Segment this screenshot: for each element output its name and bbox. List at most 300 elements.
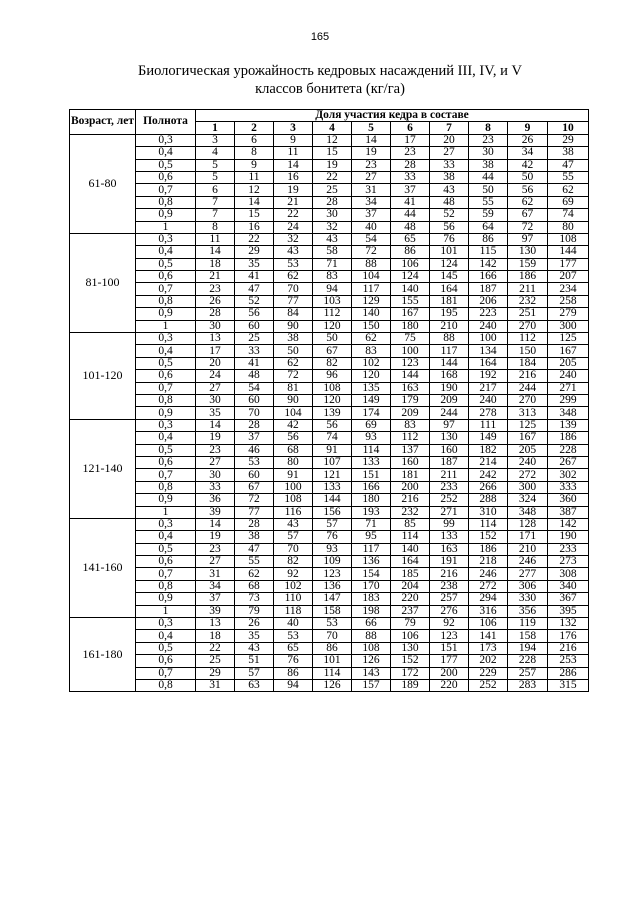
yield-value-cell: 26 <box>235 618 274 630</box>
yield-value-cell: 11 <box>196 233 235 245</box>
yield-value-cell: 240 <box>469 394 508 406</box>
yield-value-cell: 171 <box>508 531 548 543</box>
yield-value-cell: 139 <box>548 419 589 431</box>
yield-value-cell: 72 <box>508 221 548 233</box>
yield-value-cell: 272 <box>469 580 508 592</box>
yield-value-cell: 37 <box>391 184 430 196</box>
yield-value-cell: 108 <box>313 382 352 394</box>
yield-value-cell: 288 <box>469 494 508 506</box>
yield-value-cell: 114 <box>313 667 352 679</box>
yield-value-cell: 56 <box>430 221 469 233</box>
density-cell: 0,7 <box>136 469 196 481</box>
title-line-2: классов бонитета (кг/га) <box>255 81 405 97</box>
yield-value-cell: 240 <box>469 320 508 332</box>
yield-value-cell: 112 <box>313 308 352 320</box>
yield-value-cell: 223 <box>469 308 508 320</box>
density-cell: 0,4 <box>136 630 196 642</box>
yield-value-cell: 121 <box>313 469 352 481</box>
yield-value-cell: 83 <box>313 271 352 283</box>
column-number-header: 3 <box>274 122 313 134</box>
yield-value-cell: 35 <box>235 258 274 270</box>
yield-value-cell: 22 <box>313 171 352 183</box>
column-number-header: 9 <box>508 122 548 134</box>
yield-value-cell: 167 <box>548 345 589 357</box>
yield-value-cell: 136 <box>313 580 352 592</box>
yield-value-cell: 168 <box>430 370 469 382</box>
yield-value-cell: 217 <box>469 382 508 394</box>
column-number-header: 7 <box>430 122 469 134</box>
table-row <box>70 271 589 283</box>
table-row <box>70 407 589 419</box>
table-row <box>70 171 589 183</box>
table-row <box>70 357 589 369</box>
yield-value-cell: 194 <box>508 642 548 654</box>
yield-value-cell: 28 <box>391 159 430 171</box>
yield-value-cell: 103 <box>313 295 352 307</box>
yield-value-cell: 205 <box>508 444 548 456</box>
density-cell: 0,5 <box>136 543 196 555</box>
density-cell: 0,4 <box>136 345 196 357</box>
yield-value-cell: 200 <box>391 481 430 493</box>
yield-value-cell: 257 <box>430 593 469 605</box>
table-row <box>70 580 589 592</box>
density-cell: 0,9 <box>136 407 196 419</box>
yield-value-cell: 395 <box>548 605 589 617</box>
yield-value-cell: 62 <box>352 333 391 345</box>
table-row <box>70 283 589 295</box>
yield-value-cell: 53 <box>274 630 313 642</box>
yield-value-cell: 3 <box>196 134 235 146</box>
yield-value-cell: 170 <box>352 580 391 592</box>
yield-value-cell: 27 <box>352 171 391 183</box>
yield-value-cell: 17 <box>196 345 235 357</box>
yield-value-cell: 8 <box>196 221 235 233</box>
yield-value-cell: 209 <box>430 394 469 406</box>
yield-value-cell: 92 <box>274 568 313 580</box>
yield-value-cell: 97 <box>508 233 548 245</box>
yield-value-cell: 93 <box>352 432 391 444</box>
yield-value-cell: 306 <box>508 580 548 592</box>
age-group-cell: 141-160 <box>70 518 136 617</box>
column-number-header: 6 <box>391 122 430 134</box>
yield-value-cell: 135 <box>352 382 391 394</box>
yield-value-cell: 246 <box>508 556 548 568</box>
yield-value-cell: 191 <box>430 556 469 568</box>
yield-value-cell: 50 <box>313 333 352 345</box>
yield-value-cell: 33 <box>196 481 235 493</box>
yield-value-cell: 72 <box>235 494 274 506</box>
yield-value-cell: 32 <box>313 221 352 233</box>
yield-value-cell: 62 <box>274 271 313 283</box>
yield-value-cell: 28 <box>235 518 274 530</box>
yield-value-cell: 27 <box>196 382 235 394</box>
yield-value-cell: 116 <box>274 506 313 518</box>
yield-value-cell: 132 <box>548 618 589 630</box>
yield-value-cell: 185 <box>391 568 430 580</box>
yield-value-cell: 18 <box>196 630 235 642</box>
yield-value-cell: 108 <box>274 494 313 506</box>
yield-value-cell: 232 <box>508 295 548 307</box>
yield-value-cell: 69 <box>548 196 589 208</box>
yield-value-cell: 120 <box>352 370 391 382</box>
yield-value-cell: 228 <box>508 655 548 667</box>
yield-value-cell: 16 <box>235 221 274 233</box>
yield-value-cell: 155 <box>391 295 430 307</box>
yield-value-cell: 41 <box>391 196 430 208</box>
yield-value-cell: 164 <box>469 357 508 369</box>
yield-value-cell: 117 <box>352 543 391 555</box>
yield-value-cell: 57 <box>274 531 313 543</box>
column-number-header: 5 <box>352 122 391 134</box>
yield-value-cell: 152 <box>469 531 508 543</box>
yield-value-cell: 28 <box>235 419 274 431</box>
yield-value-cell: 14 <box>196 518 235 530</box>
yield-value-cell: 71 <box>313 258 352 270</box>
yield-value-cell: 99 <box>430 518 469 530</box>
yield-value-cell: 101 <box>430 246 469 258</box>
yield-value-cell: 220 <box>430 679 469 691</box>
table-row <box>70 345 589 357</box>
yield-value-cell: 67 <box>235 481 274 493</box>
table-row <box>70 134 589 146</box>
yield-value-cell: 152 <box>391 655 430 667</box>
yield-value-cell: 233 <box>548 543 589 555</box>
yield-value-cell: 57 <box>235 667 274 679</box>
yield-value-cell: 38 <box>548 147 589 159</box>
yield-value-cell: 80 <box>548 221 589 233</box>
yield-value-cell: 5 <box>196 171 235 183</box>
density-cell: 0,4 <box>136 531 196 543</box>
yield-value-cell: 207 <box>548 271 589 283</box>
yield-table <box>69 109 589 692</box>
yield-value-cell: 198 <box>352 605 391 617</box>
yield-value-cell: 37 <box>235 432 274 444</box>
yield-value-cell: 20 <box>196 357 235 369</box>
yield-value-cell: 150 <box>508 345 548 357</box>
yield-value-cell: 137 <box>391 444 430 456</box>
yield-value-cell: 25 <box>235 333 274 345</box>
yield-value-cell: 174 <box>352 407 391 419</box>
yield-value-cell: 142 <box>548 518 589 530</box>
yield-value-cell: 156 <box>313 506 352 518</box>
table-row <box>70 147 589 159</box>
table-row <box>70 481 589 493</box>
age-group-cell: 61-80 <box>70 134 136 233</box>
yield-value-cell: 12 <box>235 184 274 196</box>
density-cell: 0,7 <box>136 184 196 196</box>
yield-value-cell: 21 <box>274 196 313 208</box>
yield-value-cell: 94 <box>274 679 313 691</box>
yield-value-cell: 42 <box>508 159 548 171</box>
yield-value-cell: 112 <box>508 333 548 345</box>
table-row <box>70 630 589 642</box>
yield-value-cell: 64 <box>469 221 508 233</box>
yield-value-cell: 38 <box>235 531 274 543</box>
yield-value-cell: 128 <box>508 518 548 530</box>
yield-value-cell: 130 <box>430 432 469 444</box>
yield-value-cell: 28 <box>196 308 235 320</box>
table-row <box>70 543 589 555</box>
density-cell: 0,6 <box>136 271 196 283</box>
yield-value-cell: 123 <box>391 357 430 369</box>
table-row <box>70 506 589 518</box>
yield-value-cell: 5 <box>196 159 235 171</box>
yield-value-cell: 50 <box>469 184 508 196</box>
density-cell: 1 <box>136 605 196 617</box>
yield-value-cell: 27 <box>430 147 469 159</box>
yield-value-cell: 218 <box>469 556 508 568</box>
yield-value-cell: 302 <box>548 469 589 481</box>
yield-value-cell: 90 <box>274 394 313 406</box>
yield-value-cell: 86 <box>274 667 313 679</box>
yield-value-cell: 299 <box>548 394 589 406</box>
density-cell: 0,4 <box>136 147 196 159</box>
yield-value-cell: 238 <box>430 580 469 592</box>
yield-value-cell: 46 <box>235 444 274 456</box>
yield-value-cell: 29 <box>548 134 589 146</box>
yield-value-cell: 91 <box>274 469 313 481</box>
yield-value-cell: 36 <box>196 494 235 506</box>
table-row <box>70 246 589 258</box>
yield-value-cell: 229 <box>469 667 508 679</box>
yield-value-cell: 23 <box>196 283 235 295</box>
yield-value-cell: 4 <box>196 147 235 159</box>
yield-value-cell: 82 <box>313 357 352 369</box>
yield-value-cell: 48 <box>430 196 469 208</box>
yield-value-cell: 111 <box>469 419 508 431</box>
yield-value-cell: 26 <box>508 134 548 146</box>
yield-value-cell: 51 <box>235 655 274 667</box>
yield-value-cell: 240 <box>508 456 548 468</box>
yield-value-cell: 6 <box>196 184 235 196</box>
page-number: 165 <box>310 31 330 43</box>
yield-value-cell: 14 <box>274 159 313 171</box>
yield-value-cell: 35 <box>196 407 235 419</box>
yield-value-cell: 123 <box>313 568 352 580</box>
yield-value-cell: 59 <box>469 209 508 221</box>
yield-value-cell: 86 <box>469 233 508 245</box>
yield-value-cell: 76 <box>274 655 313 667</box>
table-row <box>70 370 589 382</box>
yield-value-cell: 55 <box>469 196 508 208</box>
yield-value-cell: 258 <box>548 295 589 307</box>
yield-value-cell: 228 <box>548 444 589 456</box>
yield-value-cell: 182 <box>469 444 508 456</box>
yield-value-cell: 14 <box>235 196 274 208</box>
yield-value-cell: 237 <box>391 605 430 617</box>
yield-value-cell: 192 <box>469 370 508 382</box>
yield-value-cell: 30 <box>196 394 235 406</box>
yield-value-cell: 43 <box>313 233 352 245</box>
yield-value-cell: 86 <box>313 642 352 654</box>
table-row <box>70 518 589 530</box>
yield-value-cell: 163 <box>391 382 430 394</box>
yield-value-cell: 35 <box>235 630 274 642</box>
yield-value-cell: 164 <box>430 283 469 295</box>
yield-value-cell: 62 <box>548 184 589 196</box>
yield-value-cell: 106 <box>391 258 430 270</box>
yield-value-cell: 11 <box>235 171 274 183</box>
yield-value-cell: 31 <box>196 568 235 580</box>
yield-value-cell: 166 <box>352 481 391 493</box>
yield-value-cell: 240 <box>548 370 589 382</box>
yield-value-cell: 93 <box>313 543 352 555</box>
yield-value-cell: 65 <box>274 642 313 654</box>
yield-value-cell: 144 <box>430 357 469 369</box>
density-cell: 0,3 <box>136 518 196 530</box>
yield-value-cell: 63 <box>235 679 274 691</box>
density-cell: 0,8 <box>136 679 196 691</box>
yield-value-cell: 33 <box>430 159 469 171</box>
yield-value-cell: 27 <box>196 556 235 568</box>
yield-value-cell: 52 <box>430 209 469 221</box>
yield-value-cell: 142 <box>469 258 508 270</box>
yield-value-cell: 348 <box>508 506 548 518</box>
yield-value-cell: 43 <box>274 518 313 530</box>
table-row <box>70 679 589 691</box>
yield-value-cell: 32 <box>274 233 313 245</box>
yield-value-cell: 70 <box>313 630 352 642</box>
yield-value-cell: 181 <box>430 295 469 307</box>
yield-value-cell: 83 <box>352 345 391 357</box>
yield-value-cell: 82 <box>274 556 313 568</box>
column-number-header: 1 <box>196 122 235 134</box>
yield-value-cell: 147 <box>313 593 352 605</box>
yield-value-cell: 8 <box>235 147 274 159</box>
yield-value-cell: 56 <box>508 184 548 196</box>
yield-value-cell: 23 <box>352 159 391 171</box>
density-cell: 0,3 <box>136 134 196 146</box>
yield-value-cell: 180 <box>391 320 430 332</box>
table-row <box>70 295 589 307</box>
table-row <box>70 444 589 456</box>
yield-value-cell: 136 <box>352 556 391 568</box>
yield-value-cell: 133 <box>352 456 391 468</box>
yield-value-cell: 23 <box>391 147 430 159</box>
yield-value-cell: 33 <box>391 171 430 183</box>
yield-value-cell: 279 <box>548 308 589 320</box>
yield-value-cell: 55 <box>548 171 589 183</box>
density-cell: 0,7 <box>136 382 196 394</box>
yield-value-cell: 27 <box>196 456 235 468</box>
yield-value-cell: 134 <box>469 345 508 357</box>
yield-value-cell: 330 <box>508 593 548 605</box>
yield-value-cell: 114 <box>352 444 391 456</box>
yield-value-cell: 67 <box>508 209 548 221</box>
yield-value-cell: 90 <box>274 320 313 332</box>
yield-value-cell: 84 <box>274 308 313 320</box>
yield-value-cell: 145 <box>430 271 469 283</box>
yield-value-cell: 141 <box>469 630 508 642</box>
yield-value-cell: 71 <box>352 518 391 530</box>
yield-value-cell: 360 <box>548 494 589 506</box>
yield-value-cell: 166 <box>469 271 508 283</box>
density-cell: 0,8 <box>136 394 196 406</box>
density-cell: 0,3 <box>136 419 196 431</box>
yield-value-cell: 266 <box>469 481 508 493</box>
yield-value-cell: 38 <box>274 333 313 345</box>
yield-value-cell: 220 <box>391 593 430 605</box>
density-cell: 0,9 <box>136 494 196 506</box>
table-row <box>70 196 589 208</box>
yield-value-cell: 316 <box>469 605 508 617</box>
density-cell: 0,6 <box>136 456 196 468</box>
density-cell: 0,8 <box>136 196 196 208</box>
yield-value-cell: 30 <box>196 320 235 332</box>
yield-value-cell: 19 <box>274 184 313 196</box>
yield-value-cell: 52 <box>235 295 274 307</box>
yield-value-cell: 56 <box>274 432 313 444</box>
title-line-1: Биологическая урожайность кедровых насаждений III, IV, и V <box>138 63 522 79</box>
yield-value-cell: 30 <box>313 209 352 221</box>
yield-value-cell: 324 <box>508 494 548 506</box>
yield-value-cell: 38 <box>430 171 469 183</box>
yield-value-cell: 348 <box>548 407 589 419</box>
density-cell: 0,5 <box>136 159 196 171</box>
yield-value-cell: 94 <box>313 283 352 295</box>
table-row <box>70 333 589 345</box>
yield-value-cell: 210 <box>430 320 469 332</box>
yield-value-cell: 283 <box>508 679 548 691</box>
yield-value-cell: 112 <box>391 432 430 444</box>
yield-value-cell: 70 <box>274 543 313 555</box>
yield-value-cell: 190 <box>430 382 469 394</box>
yield-value-cell: 176 <box>548 630 589 642</box>
density-cell: 0,7 <box>136 568 196 580</box>
yield-value-cell: 100 <box>274 481 313 493</box>
yield-value-cell: 16 <box>274 171 313 183</box>
yield-value-cell: 86 <box>391 246 430 258</box>
yield-value-cell: 12 <box>313 134 352 146</box>
yield-value-cell: 133 <box>430 531 469 543</box>
share-header: Доля участия кедра в составе <box>196 110 589 122</box>
yield-value-cell: 106 <box>469 618 508 630</box>
yield-value-cell: 244 <box>430 407 469 419</box>
yield-value-cell: 158 <box>313 605 352 617</box>
yield-value-cell: 251 <box>508 308 548 320</box>
density-cell: 0,3 <box>136 233 196 245</box>
column-number-header: 4 <box>313 122 352 134</box>
yield-value-cell: 102 <box>274 580 313 592</box>
yield-value-cell: 186 <box>469 543 508 555</box>
yield-value-cell: 294 <box>469 593 508 605</box>
yield-value-cell: 216 <box>508 370 548 382</box>
yield-value-cell: 160 <box>430 444 469 456</box>
yield-value-cell: 200 <box>430 667 469 679</box>
column-number-header: 2 <box>235 122 274 134</box>
yield-value-cell: 19 <box>196 432 235 444</box>
density-cell: 1 <box>136 221 196 233</box>
yield-value-cell: 183 <box>352 593 391 605</box>
age-group-cell: 161-180 <box>70 618 136 692</box>
yield-value-cell: 187 <box>469 283 508 295</box>
density-cell: 0,5 <box>136 642 196 654</box>
yield-value-cell: 30 <box>469 147 508 159</box>
density-cell: 0,8 <box>136 580 196 592</box>
yield-value-cell: 367 <box>548 593 589 605</box>
yield-value-cell: 23 <box>469 134 508 146</box>
yield-value-cell: 55 <box>235 556 274 568</box>
table-row <box>70 568 589 580</box>
density-cell: 0,8 <box>136 295 196 307</box>
table-row <box>70 382 589 394</box>
yield-value-cell: 22 <box>274 209 313 221</box>
yield-value-cell: 130 <box>391 642 430 654</box>
yield-value-cell: 216 <box>548 642 589 654</box>
yield-value-cell: 97 <box>430 419 469 431</box>
yield-value-cell: 209 <box>391 407 430 419</box>
yield-value-cell: 39 <box>196 605 235 617</box>
